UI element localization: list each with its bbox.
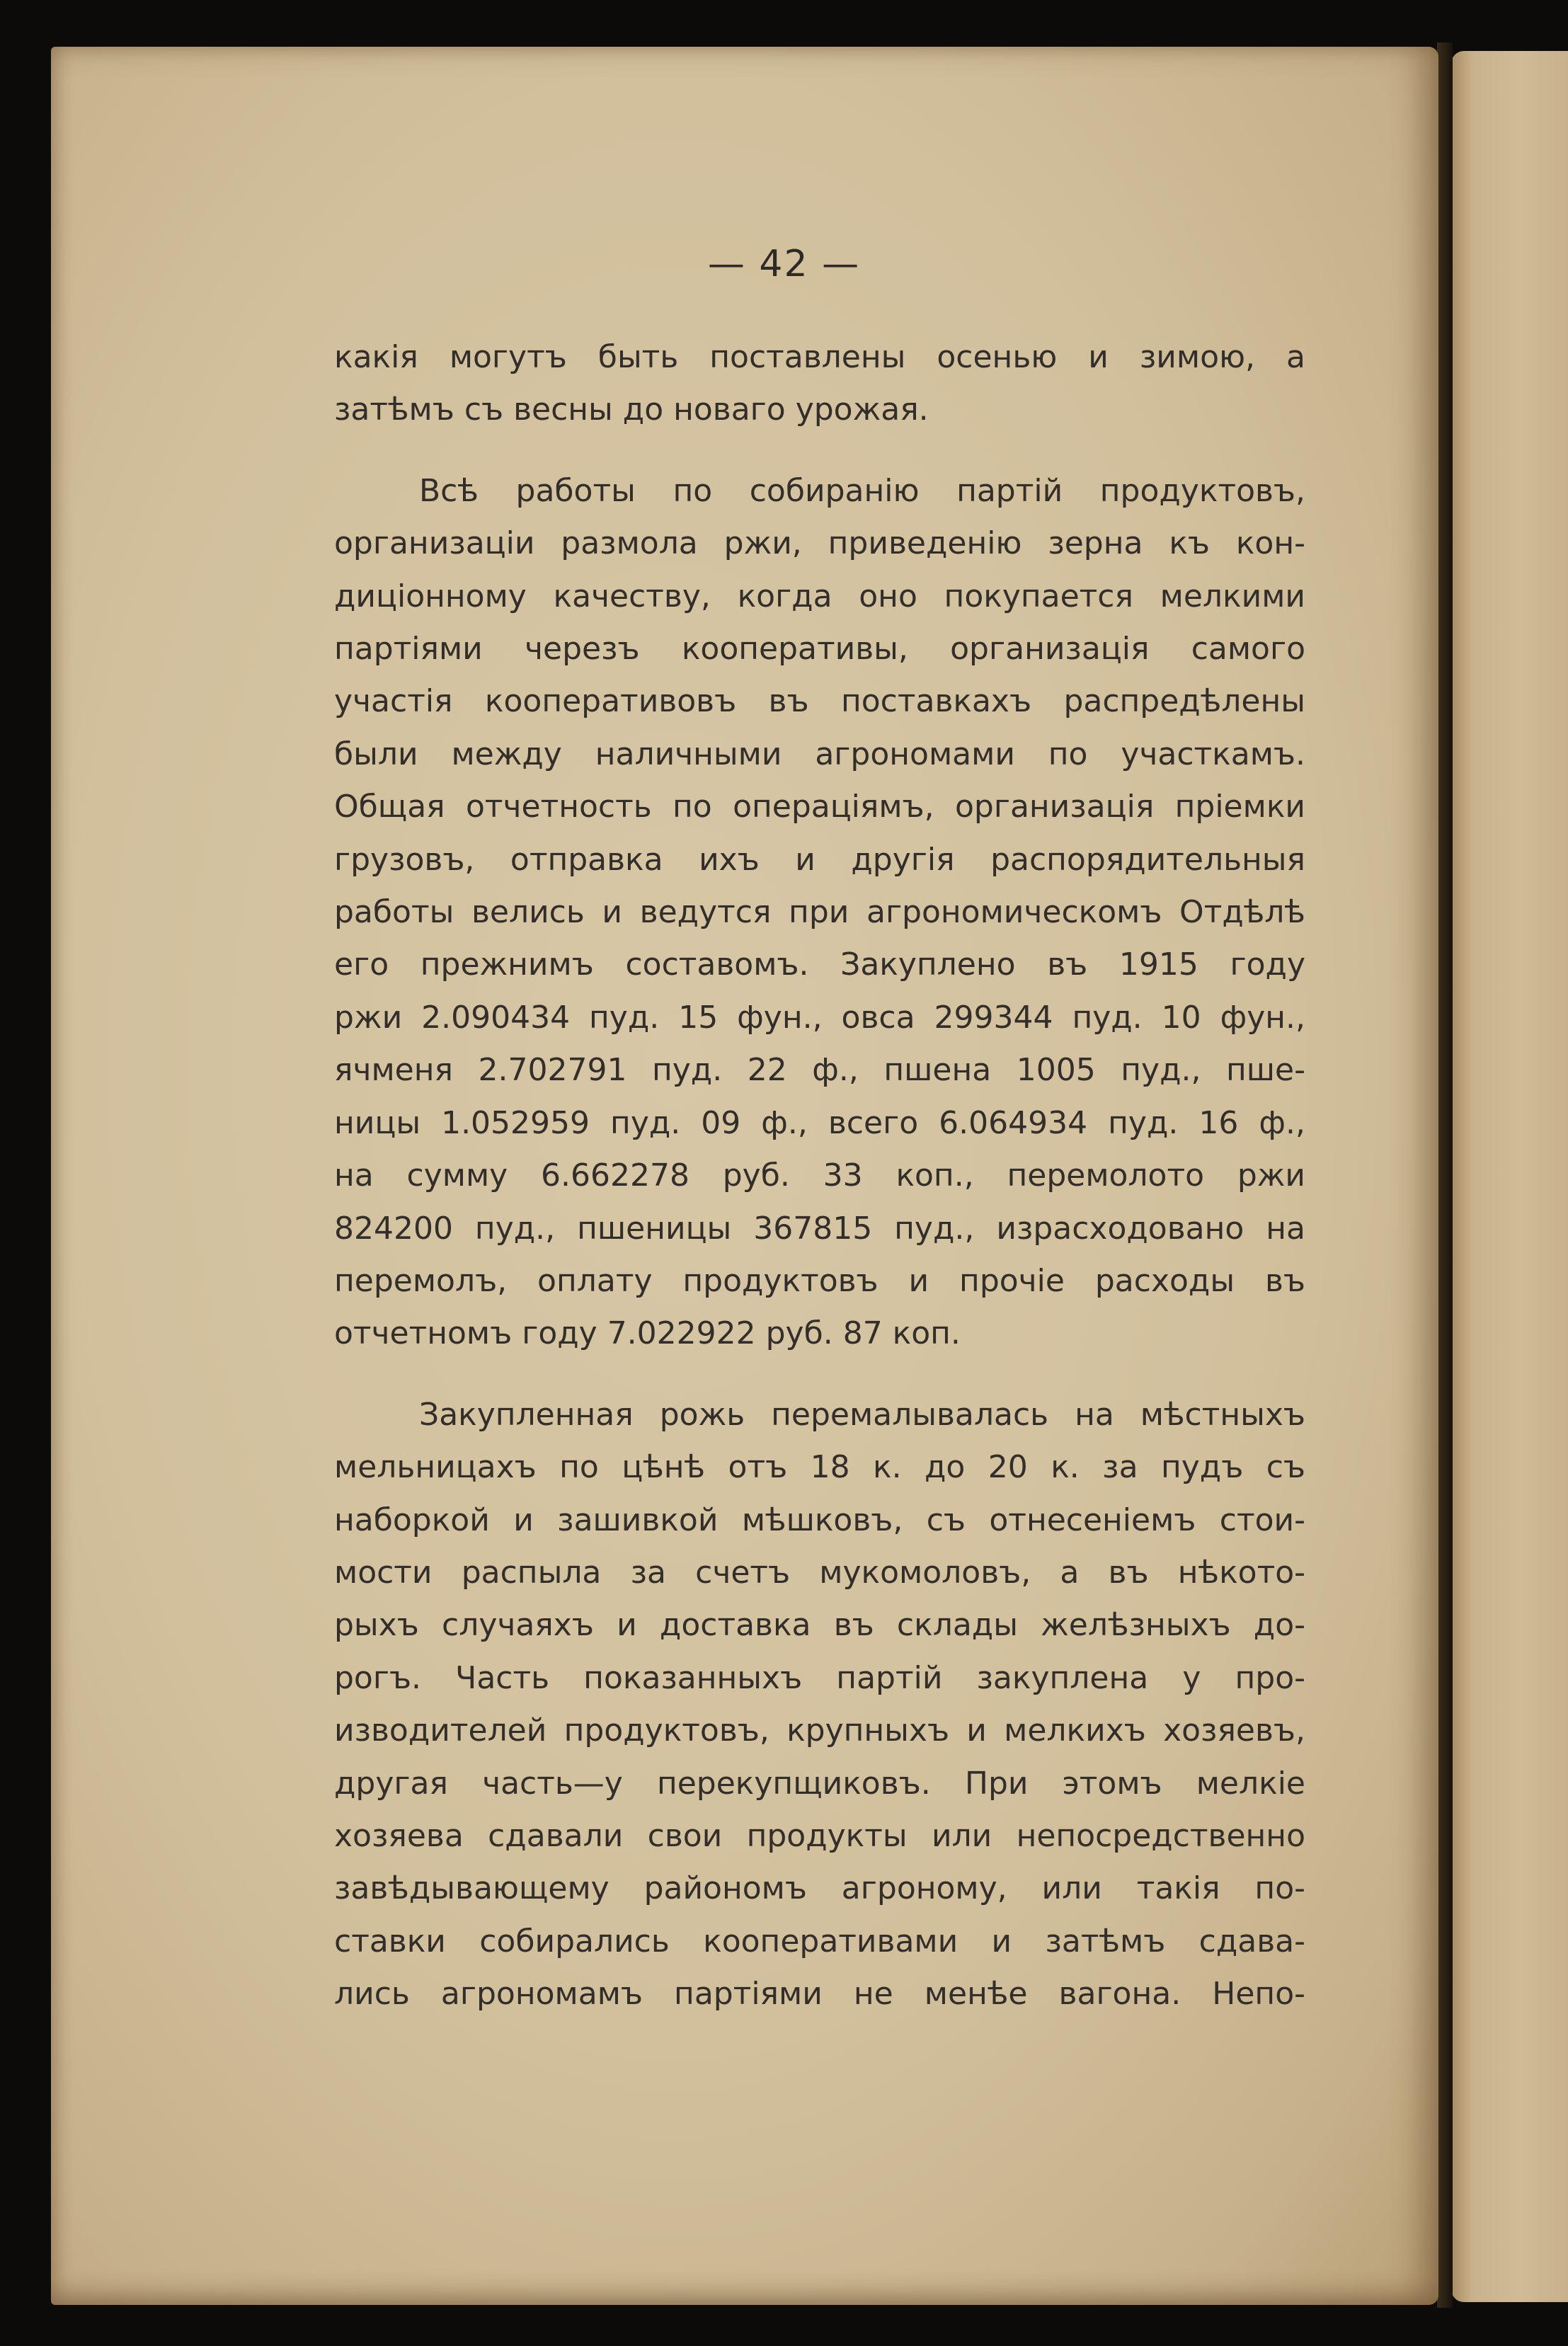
text-line: на сумму 6.662278 руб. 33 коп., перемолото ржи: [334, 1157, 1305, 1194]
text-line: работы велись и ведутся при агрономическомъ Отдѣлѣ: [334, 894, 1305, 931]
text-line: партіями черезъ кооперативы, организація самого: [334, 631, 1305, 668]
text-line: хозяева сдавали свои продукты или непосредственно: [334, 1817, 1305, 1854]
text-line: его прежнимъ составомъ. Закуплено въ 1915 году: [334, 946, 1305, 983]
text-line: лись агрономамъ партіями не менѣе вагона. Непо-: [334, 1976, 1305, 2013]
text-line: изводителей продуктовъ, крупныхъ и мелкихъ хозяевъ,: [334, 1712, 1305, 1749]
text-line: отчетномъ году 7.022922 руб. 87 коп.: [334, 1315, 961, 1352]
text-line: ржи 2.090434 пуд. 15 фун., овса 299344 пуд. 10 фун.,: [334, 999, 1305, 1036]
text-line: были между наличными агрономами по участкамъ.: [334, 736, 1305, 772]
text-line: мельницахъ по цѣнѣ отъ 18 к. до 20 к. за пудъ съ: [334, 1449, 1305, 1486]
text-line: затѣмъ съ весны до новаго урожая.: [334, 391, 929, 428]
text-line: организаціи размола ржи, приведенію зерна къ кон-: [334, 525, 1305, 562]
text-line: ницы 1.052959 пуд. 09 ф., всего 6.064934 пуд. 16 ф.,: [334, 1104, 1305, 1141]
page-text: [334, 331, 1305, 2021]
text-line: наборкой и зашивкой мѣшковъ, съ отнесеніемъ стои-: [334, 1501, 1305, 1538]
text-line: Всѣ работы по собиранію партій продуктовъ,: [419, 472, 1305, 509]
paragraph-3: [334, 1389, 1305, 2021]
paragraph-1: [334, 331, 1305, 437]
page-number: — 42 —: [707, 243, 861, 285]
text-line: завѣдывающему райономъ агроному, или такія по-: [334, 1870, 1305, 1907]
book-gutter: [1437, 42, 1453, 2308]
text-line: рыхъ случаяхъ и доставка въ склады желѣзныхъ до-: [334, 1607, 1305, 1644]
text-line: диціонному качеству, когда оно покупается мелкими: [334, 578, 1305, 614]
text-line: ставки собирались кооперативами и затѣмъ сдава-: [334, 1923, 1305, 1959]
text-line: Закупленная рожь перемалывалась на мѣстныхъ: [419, 1396, 1305, 1433]
text-line: перемолъ, оплату продуктовъ и прочіе расходы въ: [334, 1262, 1305, 1299]
adjacent-page-edge: [1451, 51, 1568, 2302]
text-line: какія могутъ быть поставлены осенью и зимою, а: [334, 339, 1305, 375]
text-line: Общая отчетность по операціямъ, организація пріемки: [334, 789, 1305, 825]
text-line: мости распыла за счетъ мукомоловъ, а въ нѣкото-: [334, 1554, 1305, 1591]
text-line: 824200 пуд., пшеницы 367815 пуд., израсходовано на: [334, 1210, 1305, 1247]
text-line: участія кооперативовъ въ поставкахъ распредѣлены: [334, 683, 1305, 720]
text-line: ячменя 2.702791 пуд. 22 ф., пшена 1005 пуд., пше-: [334, 1052, 1305, 1089]
text-line: рогъ. Часть показанныхъ партій закуплена у про-: [334, 1659, 1305, 1696]
text-line: грузовъ, отправка ихъ и другія распорядительныя: [334, 841, 1305, 878]
paragraph-2: [334, 465, 1305, 1361]
text-line: другая часть—у перекупщиковъ. При этомъ мелкіе: [334, 1765, 1305, 1802]
